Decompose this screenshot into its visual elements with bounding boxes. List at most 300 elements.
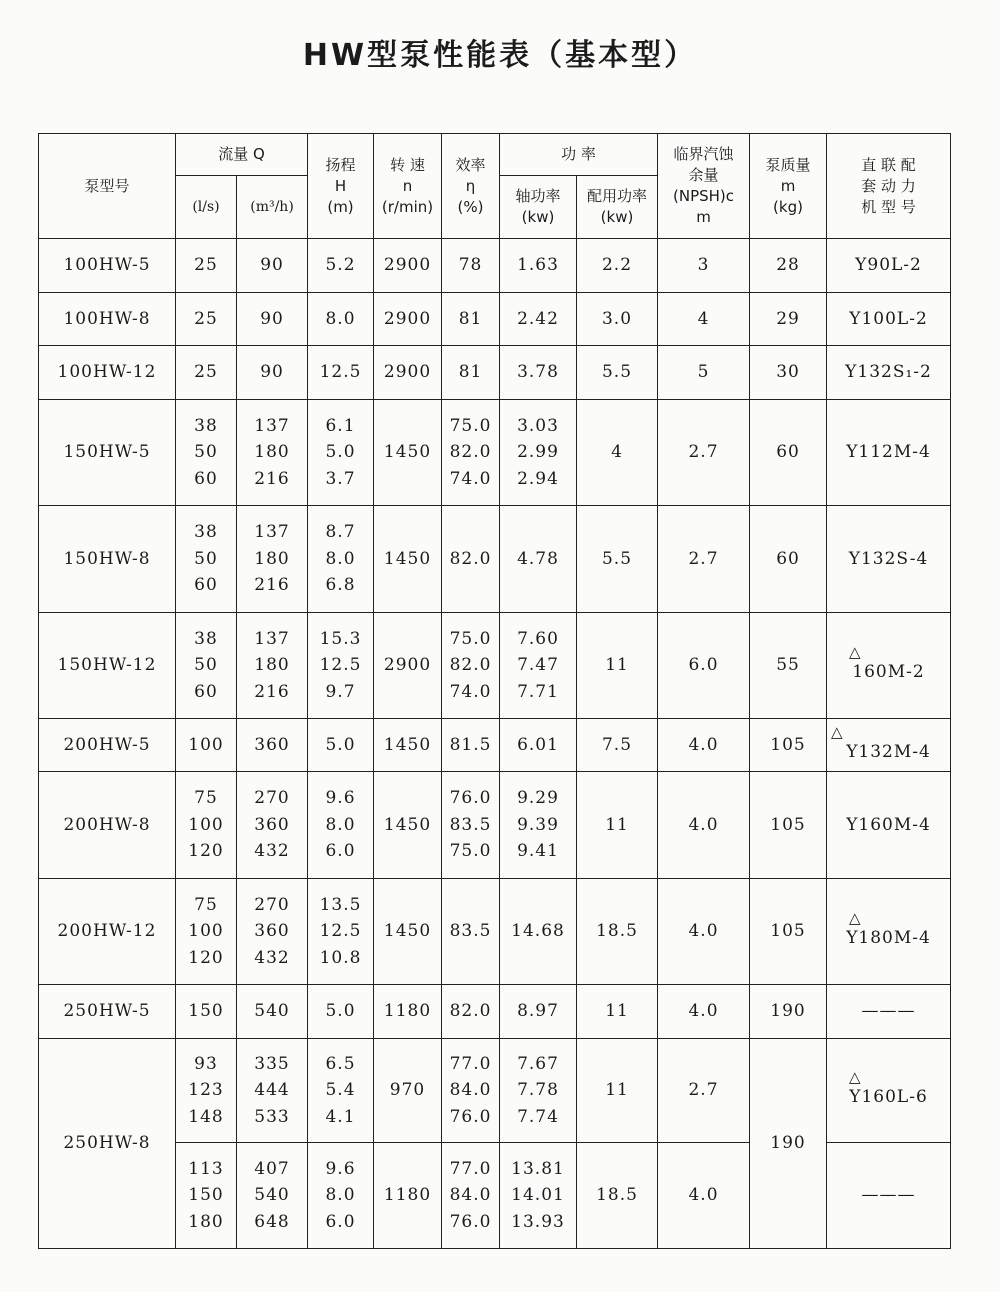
cell-flow-ls-value: 50 xyxy=(194,655,218,676)
cell-npsh: 4.0 xyxy=(658,985,750,1039)
cell-shaft-power-value: 9.29 xyxy=(517,788,559,809)
triangle-mark: △ xyxy=(849,643,862,662)
cell-flow-m3h xyxy=(237,506,308,613)
cell-flow-m3h-value: 180 xyxy=(254,442,290,463)
cell-flow-ls-value: 120 xyxy=(188,841,224,862)
cell-shaft-power-value: 2.42 xyxy=(517,308,559,329)
cell-flow-m3h-value: 432 xyxy=(254,841,290,862)
cell-flow-m3h xyxy=(237,879,308,985)
cell-efficiency-value: 77.0 xyxy=(449,1053,492,1074)
cell-shaft-power-value: 14.01 xyxy=(511,1185,565,1206)
cell-flow-ls xyxy=(176,1039,237,1143)
table-row xyxy=(39,346,951,400)
cell-flow-m3h-value: 137 xyxy=(254,415,290,436)
header-mass-l1: 泵质量 xyxy=(765,155,811,174)
cell-motor-power: 11 xyxy=(577,1039,658,1143)
cell-head xyxy=(308,613,374,719)
cell-mass: 28 xyxy=(750,239,827,293)
cell-flow-m3h-value: 270 xyxy=(254,894,290,915)
motor-model-value: Y160L-6 xyxy=(849,1087,928,1108)
motor-model-value: ——— xyxy=(861,1185,916,1206)
cell-head xyxy=(308,879,374,985)
cell-speed: 1450 xyxy=(374,719,442,772)
header-flow-ls: (l/s) xyxy=(176,176,237,239)
header-head-unit: (m) xyxy=(327,197,354,216)
cell-flow-ls-value: 113 xyxy=(188,1158,224,1179)
cell-efficiency-value: 82.0 xyxy=(449,655,492,676)
cell-shaft-power-value: 2.94 xyxy=(517,468,559,489)
header-head xyxy=(308,134,374,239)
cell-flow-m3h-value: 137 xyxy=(254,522,290,543)
cell-motor-power: 4 xyxy=(577,400,658,506)
cell-model: 100HW-5 xyxy=(39,239,176,293)
cell-flow-ls-value: 38 xyxy=(194,628,218,649)
cell-shaft-power xyxy=(500,400,577,506)
table-row xyxy=(39,506,951,613)
cell-speed: 1450 xyxy=(374,400,442,506)
cell-shaft-power xyxy=(500,879,577,985)
motor-model-value: Y132S₁-2 xyxy=(845,362,932,383)
cell-efficiency-value: 76.0 xyxy=(449,1106,492,1127)
cell-flow-ls-value: 25 xyxy=(194,255,218,276)
header-speed-label: 转 速 xyxy=(390,155,425,174)
cell-flow-m3h-value: 407 xyxy=(254,1158,290,1179)
cell-flow-ls-value: 50 xyxy=(194,442,218,463)
cell-motor-power: 18.5 xyxy=(577,1143,658,1249)
header-npsh xyxy=(658,134,750,239)
cell-shaft-power xyxy=(500,346,577,400)
cell-flow-m3h xyxy=(237,239,308,293)
header-motor-model xyxy=(827,134,951,239)
cell-motor-model xyxy=(827,719,951,772)
cell-head-value: 3.7 xyxy=(325,468,356,489)
cell-head xyxy=(308,719,374,772)
cell-shaft-power-value: 7.78 xyxy=(517,1080,559,1101)
cell-flow-m3h-value: 360 xyxy=(254,814,290,835)
cell-shaft-power-value: 9.39 xyxy=(517,814,559,835)
cell-flow-ls-value: 75 xyxy=(194,788,218,809)
performance-table xyxy=(38,133,951,1249)
cell-npsh: 4.0 xyxy=(658,772,750,879)
cell-flow-ls xyxy=(176,293,237,346)
cell-head-value: 12.5 xyxy=(319,921,362,942)
cell-head-value: 10.8 xyxy=(319,947,362,968)
cell-motor-model xyxy=(827,346,951,400)
cell-head-value: 6.1 xyxy=(325,415,356,436)
table-row xyxy=(39,879,951,985)
header-flow: 流量 Q xyxy=(176,134,308,176)
cell-flow-ls xyxy=(176,772,237,879)
motor-model-value: Y132M-4 xyxy=(846,741,931,762)
header-motor-l2: 套 动 力 xyxy=(861,176,916,195)
table-row xyxy=(39,293,951,346)
cell-mass: 105 xyxy=(750,879,827,985)
cell-flow-m3h-value: 432 xyxy=(254,947,290,968)
cell-motor-model xyxy=(827,879,951,985)
cell-head-value: 8.0 xyxy=(325,548,356,569)
triangle-mark: △ xyxy=(849,909,862,928)
cell-flow-m3h-value: 137 xyxy=(254,628,290,649)
cell-npsh: 4.0 xyxy=(658,719,750,772)
header-motor-l3: 机 型 号 xyxy=(861,197,916,216)
cell-motor-power: 11 xyxy=(577,772,658,879)
cell-speed: 1450 xyxy=(374,772,442,879)
cell-motor-model xyxy=(827,772,951,879)
cell-flow-m3h xyxy=(237,1039,308,1143)
table-body xyxy=(39,239,951,1249)
header-mass-l2: m xyxy=(780,176,796,195)
cell-mass: 190 xyxy=(750,1039,827,1249)
cell-efficiency-value: 81 xyxy=(458,362,483,383)
table-row xyxy=(39,985,951,1039)
cell-speed: 2900 xyxy=(374,346,442,400)
cell-shaft-power-value: 4.78 xyxy=(517,548,559,569)
cell-mass: 60 xyxy=(750,506,827,613)
cell-head-value: 8.0 xyxy=(325,1185,356,1206)
cell-flow-ls xyxy=(176,1143,237,1249)
cell-motor-model xyxy=(827,985,951,1039)
cell-mass: 190 xyxy=(750,985,827,1039)
cell-shaft-power-value: 7.67 xyxy=(517,1053,559,1074)
header-motor-l1: 直 联 配 xyxy=(861,155,916,174)
cell-model: 150HW-12 xyxy=(39,613,176,719)
cell-speed: 1180 xyxy=(374,1143,442,1249)
cell-motor-model xyxy=(827,613,951,719)
cell-flow-m3h-value: 216 xyxy=(254,468,290,489)
header-motor-power-label: 配用功率 xyxy=(587,187,648,205)
motor-model-value: ——— xyxy=(861,1001,916,1022)
cell-head xyxy=(308,293,374,346)
cell-flow-m3h xyxy=(237,1143,308,1249)
cell-motor-power: 11 xyxy=(577,613,658,719)
cell-head xyxy=(308,400,374,506)
cell-efficiency-value: 82.0 xyxy=(449,1001,492,1022)
cell-head-value: 5.0 xyxy=(325,442,356,463)
page-title: HW型泵性能表（基本型） xyxy=(302,38,698,73)
cell-head-value: 5.0 xyxy=(325,1001,356,1022)
cell-efficiency-value: 81.5 xyxy=(449,734,492,755)
cell-motor-power: 3.0 xyxy=(577,293,658,346)
cell-flow-ls-value: 50 xyxy=(194,548,218,569)
cell-head xyxy=(308,985,374,1039)
cell-npsh: 2.7 xyxy=(658,400,750,506)
cell-motor-model xyxy=(827,293,951,346)
cell-flow-ls-value: 25 xyxy=(194,362,218,383)
header-efficiency xyxy=(442,134,500,239)
cell-model: 150HW-8 xyxy=(39,506,176,613)
cell-efficiency-value: 75.0 xyxy=(449,841,492,862)
cell-flow-m3h-value: 90 xyxy=(260,255,284,276)
motor-model-value: Y112M-4 xyxy=(846,442,931,463)
cell-shaft-power-value: 7.71 xyxy=(517,681,559,702)
header-eff-symbol: η xyxy=(465,176,476,195)
cell-flow-ls-value: 100 xyxy=(188,734,224,755)
cell-motor-model xyxy=(827,1039,951,1143)
cell-flow-m3h xyxy=(237,772,308,879)
cell-flow-ls-value: 60 xyxy=(194,575,218,596)
cell-flow-ls xyxy=(176,346,237,400)
cell-shaft-power xyxy=(500,1143,577,1249)
cell-flow-ls xyxy=(176,719,237,772)
cell-head xyxy=(308,506,374,613)
cell-flow-m3h xyxy=(237,613,308,719)
cell-shaft-power-value: 14.68 xyxy=(511,921,565,942)
cell-shaft-power xyxy=(500,985,577,1039)
cell-efficiency xyxy=(442,239,500,293)
cell-model: 200HW-8 xyxy=(39,772,176,879)
header-npsh-l2: 余量 xyxy=(688,166,719,184)
cell-motor-model xyxy=(827,239,951,293)
header-mass xyxy=(750,134,827,239)
cell-speed: 1450 xyxy=(374,879,442,985)
cell-head-value: 12.5 xyxy=(319,655,362,676)
cell-shaft-power-value: 3.78 xyxy=(517,362,559,383)
cell-flow-ls-value: 180 xyxy=(188,1211,224,1232)
cell-flow-ls-value: 93 xyxy=(194,1053,218,1074)
cell-flow-ls-value: 60 xyxy=(194,681,218,702)
header-power: 功 率 xyxy=(500,134,658,176)
header-speed-unit: (r/min) xyxy=(381,197,434,216)
cell-head-value: 5.4 xyxy=(325,1080,356,1101)
header-shaft-unit: (kw) xyxy=(521,208,555,226)
cell-shaft-power-value: 8.97 xyxy=(517,1001,559,1022)
table-row xyxy=(39,613,951,719)
cell-flow-m3h-value: 533 xyxy=(254,1106,290,1127)
cell-efficiency-value: 77.0 xyxy=(449,1158,492,1179)
motor-model-value: Y180M-4 xyxy=(846,928,931,949)
motor-model-value: Y100L-2 xyxy=(849,308,928,329)
cell-shaft-power-value: 6.01 xyxy=(517,734,559,755)
cell-model: 150HW-5 xyxy=(39,400,176,506)
cell-efficiency-value: 76.0 xyxy=(449,1211,492,1232)
cell-motor-power: 18.5 xyxy=(577,879,658,985)
header-mass-l3: (kg) xyxy=(773,197,803,216)
cell-npsh: 4 xyxy=(658,293,750,346)
header-head-label: 扬程 xyxy=(325,155,356,174)
cell-motor-model xyxy=(827,400,951,506)
triangle-mark: △ xyxy=(849,1068,862,1087)
cell-efficiency xyxy=(442,346,500,400)
cell-head-value: 9.7 xyxy=(325,681,356,702)
cell-mass: 105 xyxy=(750,719,827,772)
cell-head-value: 4.1 xyxy=(325,1106,356,1127)
header-npsh-l4: m xyxy=(696,208,711,226)
cell-efficiency xyxy=(442,293,500,346)
cell-efficiency-value: 82.0 xyxy=(449,442,492,463)
motor-model-value: Y132S-4 xyxy=(848,548,929,569)
cell-flow-ls xyxy=(176,400,237,506)
cell-efficiency-value: 84.0 xyxy=(449,1185,492,1206)
table-row xyxy=(39,719,951,772)
cell-efficiency-value: 75.0 xyxy=(449,628,492,649)
header-speed xyxy=(374,134,442,239)
cell-head-value: 9.6 xyxy=(325,788,356,809)
header-motor-power-unit: (kw) xyxy=(600,208,634,226)
header-eff-label: 效率 xyxy=(455,155,486,174)
cell-head xyxy=(308,346,374,400)
cell-efficiency xyxy=(442,506,500,613)
cell-shaft-power xyxy=(500,772,577,879)
cell-model: 100HW-12 xyxy=(39,346,176,400)
cell-flow-ls xyxy=(176,239,237,293)
cell-efficiency xyxy=(442,1143,500,1249)
cell-flow-ls-value: 100 xyxy=(188,921,224,942)
motor-model-value: 160M-2 xyxy=(852,662,925,683)
cell-efficiency-value: 74.0 xyxy=(449,468,492,489)
cell-flow-m3h xyxy=(237,985,308,1039)
cell-efficiency-value: 78 xyxy=(458,255,483,276)
cell-npsh: 4.0 xyxy=(658,1143,750,1249)
cell-flow-m3h-value: 360 xyxy=(254,734,290,755)
cell-flow-m3h-value: 335 xyxy=(254,1053,290,1074)
cell-head-value: 13.5 xyxy=(319,894,362,915)
cell-motor-power: 11 xyxy=(577,985,658,1039)
cell-model: 100HW-8 xyxy=(39,293,176,346)
cell-flow-m3h xyxy=(237,400,308,506)
header-model: 泵型号 xyxy=(39,134,176,239)
cell-shaft-power-value: 7.60 xyxy=(517,628,559,649)
cell-shaft-power-value: 2.99 xyxy=(517,442,559,463)
cell-efficiency xyxy=(442,772,500,879)
cell-efficiency-value: 83.5 xyxy=(449,921,492,942)
cell-flow-ls xyxy=(176,985,237,1039)
cell-shaft-power xyxy=(500,1039,577,1143)
cell-flow-m3h-value: 180 xyxy=(254,655,290,676)
cell-mass: 105 xyxy=(750,772,827,879)
cell-head-value: 15.3 xyxy=(319,628,362,649)
cell-flow-ls-value: 150 xyxy=(188,1185,224,1206)
cell-motor-power: 5.5 xyxy=(577,346,658,400)
header-flow-m3h: (m³/h) xyxy=(237,176,308,239)
cell-flow-m3h-value: 540 xyxy=(254,1001,290,1022)
cell-efficiency xyxy=(442,400,500,506)
cell-shaft-power-value: 1.63 xyxy=(517,255,559,276)
cell-shaft-power-value: 13.81 xyxy=(511,1158,565,1179)
cell-model: 200HW-5 xyxy=(39,719,176,772)
cell-flow-m3h-value: 216 xyxy=(254,575,290,596)
cell-npsh: 5 xyxy=(658,346,750,400)
triangle-mark: △ xyxy=(831,722,844,741)
cell-flow-m3h xyxy=(237,719,308,772)
cell-flow-m3h-value: 360 xyxy=(254,921,290,942)
cell-flow-ls-value: 25 xyxy=(194,308,218,329)
header-eff-unit: (%) xyxy=(457,197,484,216)
cell-head xyxy=(308,239,374,293)
cell-efficiency xyxy=(442,613,500,719)
cell-npsh: 3 xyxy=(658,239,750,293)
header-head-symbol: H xyxy=(334,176,347,195)
cell-head-value: 8.7 xyxy=(325,522,356,543)
cell-shaft-power xyxy=(500,719,577,772)
cell-shaft-power-value: 13.93 xyxy=(511,1211,565,1232)
cell-efficiency-value: 76.0 xyxy=(449,788,492,809)
cell-head xyxy=(308,1143,374,1249)
cell-head-value: 6.8 xyxy=(325,575,356,596)
cell-shaft-power xyxy=(500,506,577,613)
cell-head-value: 5.2 xyxy=(325,255,356,276)
cell-mass: 55 xyxy=(750,613,827,719)
cell-flow-ls-value: 100 xyxy=(188,814,224,835)
cell-head xyxy=(308,772,374,879)
cell-efficiency xyxy=(442,985,500,1039)
table-row xyxy=(39,1039,951,1143)
cell-efficiency-value: 75.0 xyxy=(449,415,492,436)
table-row xyxy=(39,400,951,506)
cell-flow-ls-value: 38 xyxy=(194,415,218,436)
cell-mass: 30 xyxy=(750,346,827,400)
header-npsh-l3: (NPSH)c xyxy=(673,187,735,205)
cell-motor-power: 5.5 xyxy=(577,506,658,613)
cell-flow-ls xyxy=(176,613,237,719)
cell-speed: 2900 xyxy=(374,239,442,293)
cell-efficiency-value: 74.0 xyxy=(449,681,492,702)
cell-flow-ls-value: 120 xyxy=(188,947,224,968)
cell-flow-ls xyxy=(176,879,237,985)
cell-npsh: 2.7 xyxy=(658,1039,750,1143)
cell-flow-m3h-value: 180 xyxy=(254,548,290,569)
cell-efficiency-value: 84.0 xyxy=(449,1080,492,1101)
cell-head-value: 8.0 xyxy=(325,814,356,835)
table-row xyxy=(39,239,951,293)
motor-model-value: Y90L-2 xyxy=(855,255,922,276)
cell-flow-ls-value: 148 xyxy=(188,1106,224,1127)
cell-motor-model xyxy=(827,1143,951,1249)
cell-head-value: 9.6 xyxy=(325,1158,356,1179)
cell-model: 250HW-8 xyxy=(39,1039,176,1249)
cell-flow-ls-value: 150 xyxy=(188,1001,224,1022)
cell-motor-power: 2.2 xyxy=(577,239,658,293)
cell-head-value: 6.5 xyxy=(325,1053,356,1074)
cell-motor-model xyxy=(827,506,951,613)
cell-efficiency-value: 83.5 xyxy=(449,814,492,835)
cell-head-value: 8.0 xyxy=(325,308,356,329)
cell-efficiency xyxy=(442,879,500,985)
cell-flow-m3h-value: 444 xyxy=(254,1080,290,1101)
cell-flow-ls-value: 123 xyxy=(188,1080,224,1101)
motor-model-value: Y160M-4 xyxy=(846,814,931,835)
cell-flow-m3h xyxy=(237,293,308,346)
cell-npsh: 6.0 xyxy=(658,613,750,719)
header-shaft-label: 轴功率 xyxy=(515,187,561,205)
cell-model: 250HW-5 xyxy=(39,985,176,1039)
cell-shaft-power-value: 9.41 xyxy=(517,841,559,862)
cell-efficiency-value: 82.0 xyxy=(449,548,492,569)
cell-speed: 2900 xyxy=(374,613,442,719)
header-speed-symbol: n xyxy=(402,176,413,195)
cell-speed: 2900 xyxy=(374,293,442,346)
cell-head-value: 6.0 xyxy=(325,1211,356,1232)
cell-head xyxy=(308,1039,374,1143)
cell-shaft-power xyxy=(500,239,577,293)
cell-flow-m3h-value: 90 xyxy=(260,362,284,383)
cell-efficiency xyxy=(442,1039,500,1143)
cell-model: 200HW-12 xyxy=(39,879,176,985)
cell-flow-ls-value: 38 xyxy=(194,522,218,543)
header-shaft-power xyxy=(500,176,577,239)
cell-shaft-power xyxy=(500,613,577,719)
cell-flow-m3h-value: 540 xyxy=(254,1185,290,1206)
cell-shaft-power xyxy=(500,293,577,346)
table-row xyxy=(39,772,951,879)
cell-flow-m3h-value: 270 xyxy=(254,788,290,809)
cell-shaft-power-value: 7.74 xyxy=(517,1106,559,1127)
cell-flow-ls-value: 60 xyxy=(194,468,218,489)
cell-head-value: 5.0 xyxy=(325,734,356,755)
cell-speed: 1450 xyxy=(374,506,442,613)
cell-flow-m3h xyxy=(237,346,308,400)
cell-npsh: 2.7 xyxy=(658,506,750,613)
cell-efficiency-value: 81 xyxy=(458,308,483,329)
